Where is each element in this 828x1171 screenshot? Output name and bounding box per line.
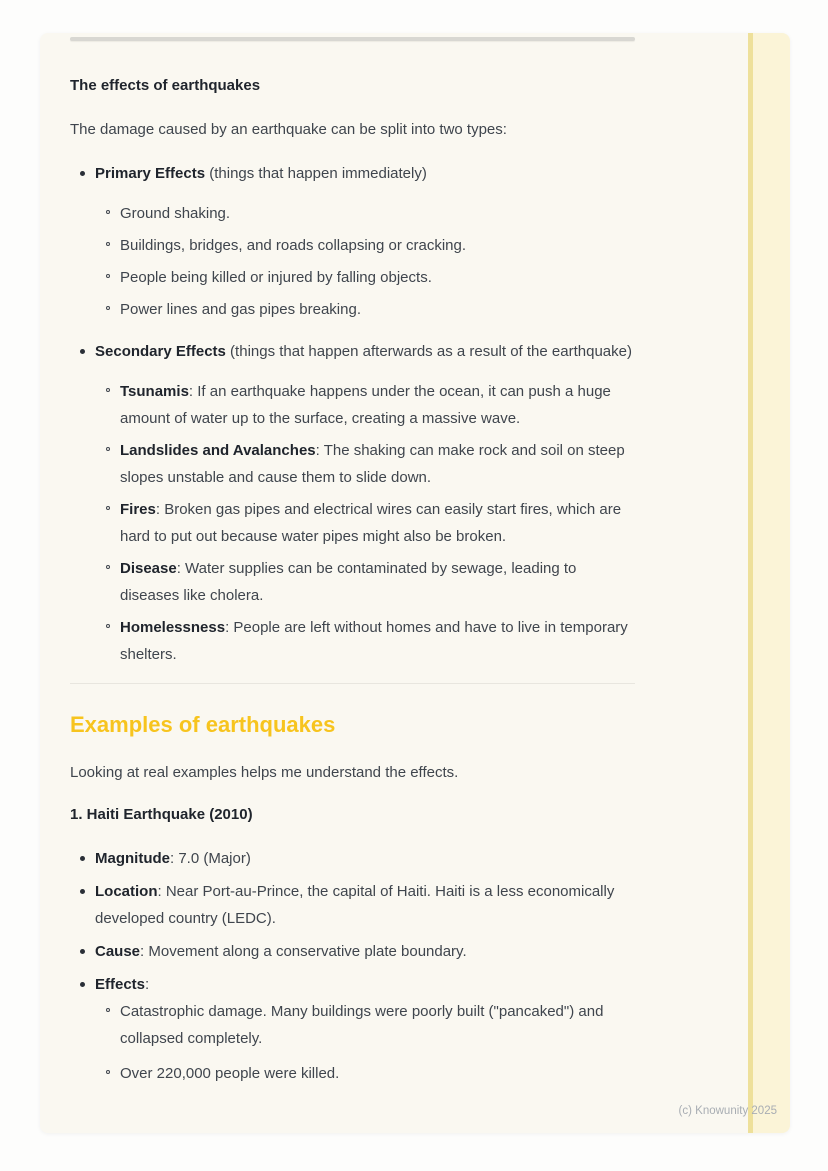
effect-term: Tsunamis [120, 383, 189, 400]
list-item [95, 998, 635, 1052]
fact-label: Effects [95, 976, 146, 993]
document-page [40, 33, 790, 1133]
bullet-dot-icon [80, 949, 85, 954]
effects-type-list [70, 160, 635, 668]
bullet-circle-icon [106, 242, 110, 246]
list-item [95, 378, 635, 432]
effect-term: Landslides and Avalanches [120, 442, 316, 459]
bullet-dot-icon [80, 349, 85, 354]
list-item [95, 437, 635, 491]
haiti-effects-sublist [95, 998, 635, 1087]
note-margin-strip [753, 33, 790, 1133]
fact-value: : Near Port-au-Prince, the capital of Haiti. Haiti is a less economically developed country (LEDC). [95, 883, 615, 927]
list-item [95, 1060, 635, 1087]
bullet-circle-icon [106, 1008, 110, 1012]
bullet-circle-icon [106, 565, 110, 569]
bullet-circle-icon [106, 388, 110, 392]
list-item [95, 200, 635, 227]
fact-value: : Movement along a conservative plate boundary. [140, 943, 467, 960]
fact-item-effects [70, 971, 635, 1087]
bullet-circle-icon [106, 274, 110, 278]
effect-description: : The shaking can make rock and soil on steep slopes unstable and cause them to slide down. [120, 442, 625, 486]
fact-value: : 7.0 (Major) [170, 850, 251, 867]
list-item [95, 264, 635, 291]
bullet-dot-icon [80, 889, 85, 894]
secondary-effects-label: Secondary Effects [95, 343, 226, 360]
list-item [95, 496, 635, 550]
secondary-effects-sublist [95, 378, 635, 668]
accent-bar [748, 33, 753, 1133]
effect-description: : Broken gas pipes and electrical wires can easily start fires, which are hard to put out because water pipes might also be broken. [120, 501, 622, 545]
bullet-dot-icon [80, 856, 85, 861]
list-item [95, 232, 635, 259]
list-item [95, 614, 635, 668]
fact-label: Location [95, 883, 158, 900]
haiti-facts-list [70, 845, 635, 1087]
examples-section-title: Examples of earthquakes [70, 712, 336, 737]
bullet-circle-icon [106, 447, 110, 451]
cut-off-content-line [70, 37, 635, 41]
bullet-dot-icon [80, 982, 85, 987]
effect-description: : People are left without homes and have to live in temporary shelters. [120, 619, 628, 663]
fact-item-location [70, 878, 635, 932]
secondary-effects-suffix: (things that happen afterwards as a result of the earthquake) [225, 343, 632, 360]
primary-effects-label: Primary Effects [95, 165, 206, 182]
examples-intro: Looking at real examples helps me understand the effects. [70, 764, 459, 781]
bullet-dot-icon [80, 171, 85, 176]
haiti-effect-text: Over 220,000 people were killed. [120, 1065, 340, 1082]
fact-label: Magnitude [95, 850, 170, 867]
primary-effects-item [70, 160, 635, 323]
effect-description: : Water supplies can be contaminated by sewage, leading to diseases like cholera. [120, 560, 577, 604]
primary-effect-text: People being killed or injured by falling objects. [120, 269, 432, 286]
effect-description: : If an earthquake happens under the ocean, it can push a huge amount of water up to the surface, creating a massive wave. [120, 383, 611, 427]
effect-term: Fires [120, 501, 156, 518]
effects-section-title: The effects of earthquakes [70, 77, 261, 94]
knowunity-watermark: (c) Knowunity 2025 [678, 1105, 777, 1117]
effect-term: Disease [120, 560, 177, 577]
haiti-example-title: 1. Haiti Earthquake (2010) [70, 806, 253, 823]
secondary-effects-item [70, 338, 635, 668]
fact-label: Cause [95, 943, 141, 960]
list-item [95, 555, 635, 609]
effect-term: Homelessness [120, 619, 226, 636]
page-content [70, 33, 635, 1095]
bullet-circle-icon [106, 1070, 110, 1074]
section-divider [70, 683, 635, 684]
primary-effects-suffix: (things that happen immediately) [205, 165, 427, 182]
primary-effects-sublist [95, 200, 635, 323]
primary-effect-text: Power lines and gas pipes breaking. [120, 301, 361, 318]
bullet-circle-icon [106, 210, 110, 214]
fact-item-cause [70, 938, 635, 965]
list-item [95, 296, 635, 323]
bullet-circle-icon [106, 506, 110, 510]
fact-value: : [145, 976, 150, 993]
primary-effect-text: Ground shaking. [120, 205, 231, 222]
fact-item-magnitude [70, 845, 635, 872]
primary-effect-text: Buildings, bridges, and roads collapsing or cracking. [120, 237, 467, 254]
effects-intro: The damage caused by an earthquake can be split into two types: [70, 121, 507, 138]
bullet-circle-icon [106, 624, 110, 628]
bullet-circle-icon [106, 306, 110, 310]
haiti-effect-text: Catastrophic damage. Many buildings were poorly built ("pancaked") and collapsed completely. [120, 1003, 604, 1047]
